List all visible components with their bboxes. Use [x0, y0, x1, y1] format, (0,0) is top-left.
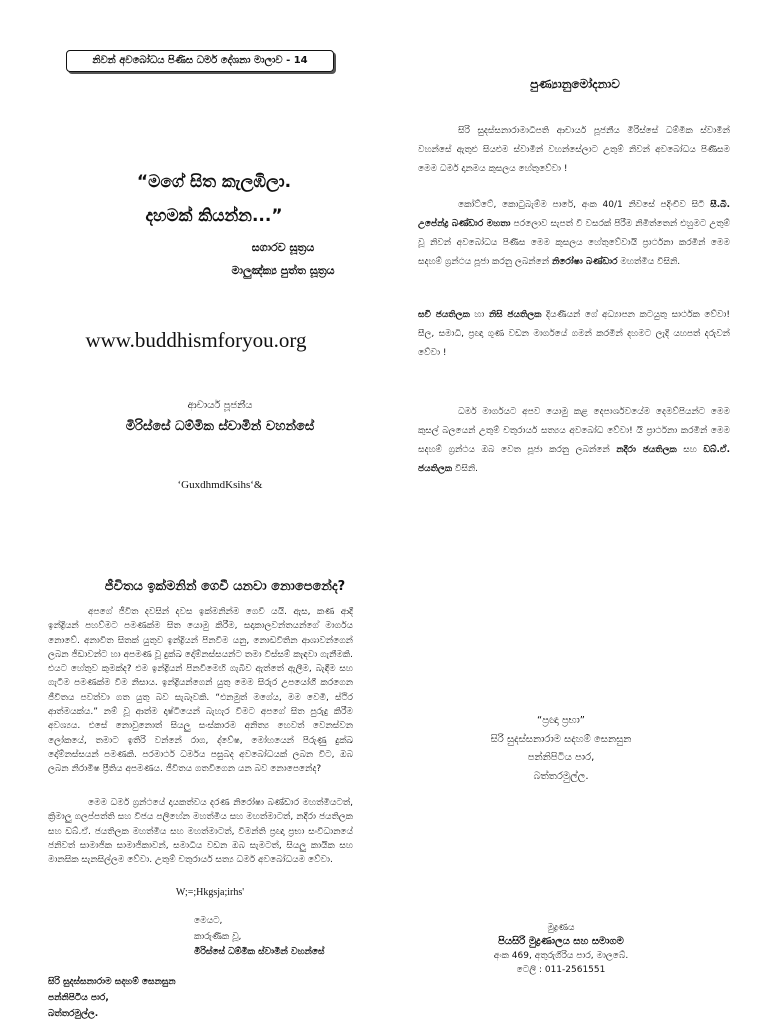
address-line: පන්නිපිටිය පාර, [527, 752, 595, 763]
dedication-paragraph-2 [418, 196, 730, 272]
author-honorific: ආචාර්ය පූජනීය [187, 400, 253, 411]
signoff-line: කාරුණික වූ, [194, 931, 242, 942]
garbled-text-line: ʻGuxdhmdKsihsʻ& [177, 479, 263, 491]
sutta-item: සගාරව සූත්‍රය [251, 241, 315, 254]
article-paragraph-2: මෙම ධර්ම ග්‍රන්ථයේ දායකත්වය දරණ නිරෝෂා බණ්ඩාර මහත්මියටත්, ක්‍රිමාලු ගලප්පත්ති සහ විජය පලිහේන මහත්මිය සහ මහත්මාටත්, නදීරා ජයතිලක සහ ඩබ්.ඒ. ජයතිලක මහත්මිය සහ මහත්මාටත්, විමන්ති ප්‍රඥා ප්‍රභා සංවිධානයේ ජනිවත් සාමාජික සාමාජිකාවන්, සමාධිය වඩන ඔබ සැමටත්, සියලු කායික සහ මානසික සැනසිල්ලම වේවා. උතුම් චතුරාර්ය සත්‍ය ධර්ම අවබෝධයම වේවා. [48, 798, 353, 866]
temple-address-left [48, 974, 248, 1022]
text-span: විසිනි. [452, 464, 479, 474]
address-line: පන්නිපිටිය පාර, [48, 993, 109, 1003]
dedication-paragraph-1: සිරි සුදස්සනාරාමාධිපති ආචාර්ය පූජනීය මිරිස්සේ ධම්මික ස්වාමීන් වහන්සේ ඇතුළු සියළුම ස්වාමීන් වහන්සේලාට උතුම් නිවන් අවබෝධය පිණිසම මෙම ධර්ම දානමය කුසලය හේතුවේවා ! [418, 126, 730, 174]
text-span: කෝට්ටේ, කොටුබැම්ම පාරේ, අංක 40/1 නිවසේ පදිංචිව සිටි [458, 200, 711, 210]
address-line: බත්තරමුල්ල. [533, 770, 589, 782]
address-line: සිරි සුදස්සනාරාම සදහම් සෙනසුන [490, 733, 632, 745]
bold-name: සචි ජයතිලක [418, 310, 470, 320]
main-title-line-2: දහමක් කියන්න...” [145, 206, 283, 226]
printer-phone: ටෙලි : 011-2561551 [516, 965, 606, 975]
bold-name: නදීරා ජයතිලක [616, 445, 677, 455]
dedication-title: පුණ්‍යානුමෝදනාව [530, 77, 620, 91]
dedication-paragraph-3 [418, 306, 730, 363]
sutta-item: මාලුඤ්ක්‍ය පුත්ත සූත්‍රය [231, 264, 335, 277]
article-paragraph-1: අපගේ ජීවිත දවසින් දවස ඉක්මනින්ම ගෙවී යයි. ඇස, කණ ආදී ඉන්ද්‍රියන් පහව්මට පමණක්ම සිත යොමු කිරීම, සදාකාලවන්තයන්ගේ මාර්ගය නොවේ. අනාවිත සිතක් යුතුව ඉන්ද්‍රියන් පිනවීම යනු, නොඩවිතින ආශාවන්ගෙන් ලබන ජිඩාවන්ට හා අපමණ වූ දුක්ඛ දෝම්නස්සයන්ට තමා විස්සම් කැඳවා ගැනීමකි. එයට හේතුව කුමක්ද? එම ඉන්ද්‍රියන් පිනවීමෙහි ගැබීව ඇත්තේ ඇලීම, බැඳීම සහ ගැටීම පමණක්ම වීම නිසාය. ඉන්ද්‍රියන්ගෙන් යුතු මෙම සිරුර උපයෝගී කරගෙන ජීවිතය පවත්වා ගත යුතු බව සැබෑවකි. “එනමුත් මගේය, මම වෙමි, ස්ථිර ආත්මයක්ය.” නම් වූ ආත්ම දෘෂ්ටියෙන් බැහැර වීමට අපගේ සිත පුරුදු කිරීම අවශ්‍යය. එසේ නොවුනොත් සියලු සංස්කාරම අනිත්‍ය හෙවත් වෙනස්වන ලෝකයේ, තමාට ඉතිරි වන්නේ රාග, ද්වේෂ, මෝහයෙන් පිරුණු දුක්ඛ දෝම්නස්සයන් පමණකි. පරමාර්ථ ධර්මය පසුබද අවබෝධයක් ලබන විට, ඔබ ලබන නිරාමිෂ ප්‍රීතිය අපමණය. ජීවිතය ගතවීගෙන යන බව නොපෙනේද? [48, 607, 353, 775]
printer-address: අංක 469, අතුරුගිරිය පාර, මාලබේ. [493, 951, 629, 961]
article-title: ජීවිතය ඉක්මනින් ගෙවී යනවා නොපෙනේද? [104, 579, 346, 594]
website-url: www.buddhismforyou.org [85, 328, 307, 352]
text-span: ධර්ම මාර්ගයට අපව යොමු කළ දෙපාර්ශවයේම දෙමව්පියන්ට මෙම කුසල් බලයෙන් උතුම් චතුරාර්ය සත්‍යය අවබෝධ වේවා! යි ප්‍රාර්ථනා කරමින් මෙම සදහම් ග්‍රන්ථය ඔබ වෙත පූජා කරනු ලබන්නේ [418, 407, 730, 455]
bold-name: නිසි ජයතිලක [488, 310, 542, 320]
garbled-text-line: W;=;Hkgsja;irhs' [175, 887, 245, 898]
bold-name: ඩබ්.ඒ. ජයතිලක [418, 445, 730, 474]
sutta-list [198, 236, 368, 282]
series-banner: නිවන් අවබෝධය පිණිස ධර්ම දේශනා මාලාව - 14 [66, 50, 334, 72]
text-span: දියණියන් ගේ අධ්‍යාපන කටයුතු සාර්ථක වේවා! සීල, සමාධි, ප්‍රඥා ගුණ වඩන මාර්ගයේ ගමන් කරමින් දහමට ලැදි යහපත් දරුවන් වේවා ! [418, 310, 730, 358]
text-span: පරලොව සැපත් වී වසරක් පිරීම නිමිත්තෙන් එහුමට උතුම් වූ නිවන් අවබෝධය පිණිස මෙම කුසලය හේතුවේවායි ප්‍රාර්ථනා කරමින් මෙම සදහම් ග්‍රන්ථය පූජා කරනු ලබන්නේ [418, 219, 731, 267]
address-line: සිරි සුදස්සනාරාම සදහම් සෙනසුන [48, 977, 176, 987]
address-line: “ප්‍රඥා ප්‍රභා” [537, 715, 585, 726]
temple-address-right [456, 712, 666, 786]
text-span: සහ [676, 445, 704, 455]
author-name: මිරිස්සේ ධම්මික ස්වාමින් වහන්සේ [125, 419, 315, 434]
printer-label: මුද්‍රණය [547, 923, 575, 933]
main-title-line-1: “මගේ සිත කැලඹිලා. [136, 172, 292, 192]
printer-name: පියසිරි මුද්‍රණාලය සහ සමාගම [498, 936, 624, 947]
text-span: හා [469, 310, 489, 320]
bold-name: සී.බී. උපේන්ද්‍ර බණ්ඩාර මහතා [418, 200, 730, 229]
signoff-name: මිරිස්සේ ධම්මික ස්වාමින් වහන්සේ [194, 947, 325, 957]
address-line: බත්තරමුල්ල. [48, 1009, 99, 1019]
signoff [194, 914, 374, 961]
dedication-paragraph-4 [418, 403, 730, 479]
bold-name: නිරෝෂා බණ්ඩාර [551, 257, 618, 267]
signoff-line: මෙයට, [194, 916, 223, 926]
text-span: මහත්මිය විසිනි. [617, 257, 681, 267]
main-title [104, 165, 324, 233]
printer-info [456, 921, 666, 977]
